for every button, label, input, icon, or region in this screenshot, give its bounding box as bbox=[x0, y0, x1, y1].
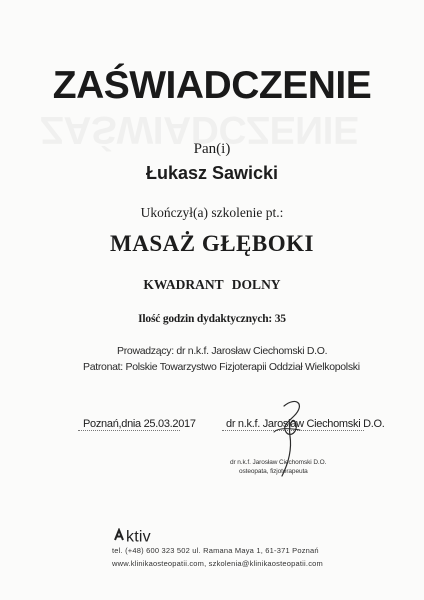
aktiv-logo bbox=[113, 528, 151, 547]
aktiv-logo-text: ktiv bbox=[126, 528, 151, 546]
teaching-hours: Ilość godzin dydaktycznych: 35 bbox=[138, 313, 286, 325]
course-title: MASAŻ GŁĘBOKI bbox=[110, 231, 314, 256]
course-subtitle: KWADRANT DOLNY bbox=[143, 277, 281, 292]
certificate-title: ZAŚWIADCZENIE bbox=[52, 64, 372, 107]
place-date-dotted-line bbox=[78, 430, 180, 431]
stamp-title: osteopata, fizjoterapeuta bbox=[239, 467, 308, 475]
recipient-name: Łukasz Sawicki bbox=[145, 163, 279, 183]
instructor-line: Prowadzący: dr n.k.f. Jarosław Ciechomski D.O. bbox=[117, 345, 328, 357]
footer-contact-web: www.klinikaosteopatii.com, szkolenia@klinikaosteopatii.com bbox=[112, 559, 323, 568]
aktiv-logo-icon bbox=[113, 528, 125, 547]
place-and-date: Poznań,dnia 25.03.2017 bbox=[83, 418, 196, 430]
completed-training-line: Ukończył(a) szkolenie pt.: bbox=[140, 205, 284, 220]
doctor-stamp bbox=[230, 459, 326, 476]
signer-name: dr n.k.f. Jarosław Ciechomski D.O. bbox=[226, 418, 385, 430]
footer-contact-address: tel. (+48) 600 323 502 ul. Ramana Maya 1, 61-371 Poznań bbox=[112, 546, 319, 555]
patronage-line: Patronat: Polskie Towarzystwo Fizjoterapii Oddział Wielkopolski bbox=[83, 361, 360, 373]
stamp-name: dr n.k.f. Jarosław Ciechomski D.O. bbox=[230, 459, 327, 466]
salutation: Pan(i) bbox=[193, 141, 231, 157]
